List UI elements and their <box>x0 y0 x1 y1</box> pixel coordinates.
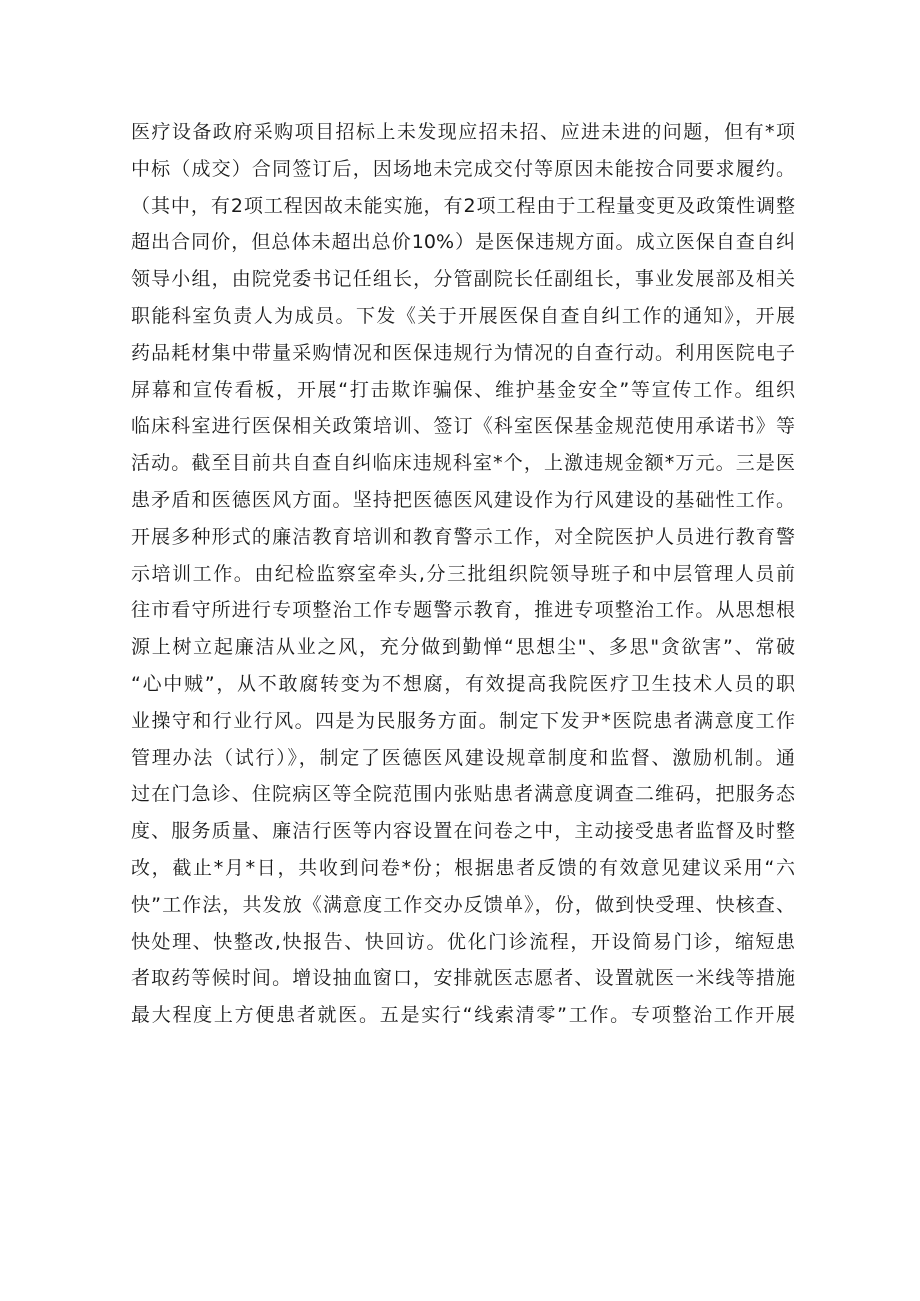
text-line: 中标（成交）合同签订后，因场地未完成交付等原因未能按合同要求履约。 <box>131 157 795 180</box>
text-line: 过在门急诊、住院病区等全院范围内张贴患者满意度调查二维码，把服务态 <box>131 783 795 806</box>
text-line: 药品耗材集中带量采购情况和医保违规行为情况的自查行动。利用医院电子 <box>131 341 795 364</box>
text-line: 活动。截至目前共自查自纠临床违规科室*个，上激违规金额*万元。三是医 <box>131 452 795 475</box>
text-line: 最大程度上方便患者就医。五是实行“线索清零”工作。专项整治工作开展 <box>131 1004 795 1027</box>
text-line: 业操守和行业行风。四是为民服务方面。制定下发尹*医院患者满意度工作 <box>131 709 795 732</box>
text-line: 领导小组，由院党委书记任组长，分管副院长任副组长，事业发展部及相关 <box>131 268 795 291</box>
text-line: 度、服务质量、廉洁行医等内容设置在问卷之中，主动接受患者监督及时整 <box>131 820 795 843</box>
text-line: 患矛盾和医德医风方面。坚持把医德医风建设作为行风建设的基础性工作。 <box>131 488 795 511</box>
text-line: “心中贼”，从不敢腐转变为不想腐，有效提高我院医疗卫生技术人员的职 <box>131 672 795 695</box>
text-line: 快”工作法，共发放《满意度工作交办反馈单》，份，做到快受理、快核查、 <box>131 893 795 916</box>
text-line: 改，截止*月*日，共收到问卷*份；根据患者反馈的有效意见建议采用“六 <box>131 856 795 879</box>
text-line: 管理办法（试行）》，制定了医德医风建设规章制度和监督、激励机制。通 <box>131 746 795 769</box>
text-line: （其中，有2项工程因故未能实施，有2项工程由于工程量变更及政策性调整 <box>131 194 795 217</box>
text-line: 超出合同价，但总体未超出总价10%）是医保违规方面。成立医保自查自纠 <box>131 231 795 254</box>
text-line: 医疗设备政府采购项目招标上未发现应招未招、应进未进的问题，但有*项 <box>131 121 795 143</box>
text-line: 示培训工作。由纪检监察室牵头,分三批组织院领导班子和中层管理人员前 <box>131 562 795 585</box>
text-line: 职能科室负责人为成员。下发《关于开展医保自查自纠工作的通知》，开展 <box>131 304 795 327</box>
text-line: 往市看守所进行专项整治工作专题警示教育，推进专项整治工作。从思想根 <box>131 599 795 622</box>
body-text <box>131 114 795 1034</box>
text-line: 开展多种形式的廉洁教育培训和教育警示工作，对全院医护人员进行教育警 <box>131 525 795 548</box>
text-line: 临床科室进行医保相关政策培训、签订《科室医保基金规范使用承诺书》等 <box>131 415 795 438</box>
text-line: 快处理、快整改,快报告、快回访。优化门诊流程，开设简易门诊，缩短患 <box>131 930 795 953</box>
text-line: 源上树立起廉洁从业之风，充分做到勤惮“思想尘"、多思"贪欲害”、常破 <box>131 636 795 659</box>
text-line: 者取药等候时间。增设抽血窗口，安排就医志愿者、设置就医一米线等措施 <box>131 967 795 990</box>
text-line: 屏幕和宣传看板，开展“打击欺诈骗保、维护基金安全”等宣传工作。组织 <box>131 378 795 401</box>
